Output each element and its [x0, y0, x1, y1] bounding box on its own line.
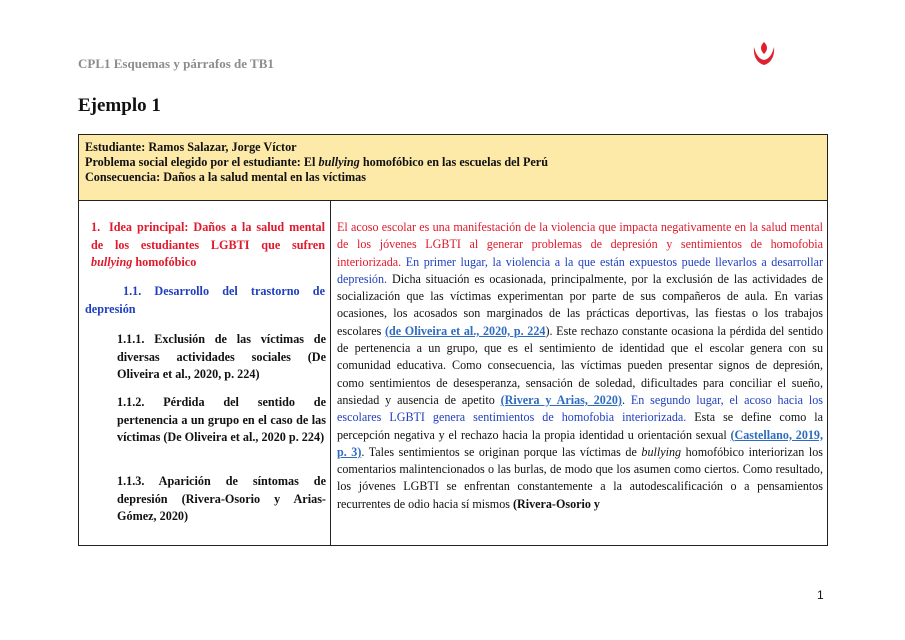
page-number: 1 — [817, 588, 824, 602]
topic-sentence: El acoso escolar es una manifestación de la violencia que impacta negativamente en la salud mental de los jóvenes LGBTI al generar problemas de depresión y sentimientos de homofobia interiorizada. — [337, 220, 823, 269]
first-idea: En primer lugar, la violencia a la que están expuestos puede llevarlos a desarrollar depresión. — [337, 254, 823, 286]
problem-line: Problema social elegido por el estudiante: El bullying homofóbico en las escuelas del Perú — [85, 155, 548, 169]
document-header: CPL1 Esquemas y párrafos de TB1 — [78, 56, 274, 71]
citation-link[interactable]: (Castellano, 2019, p. 3) — [337, 427, 823, 459]
problem-italic: bullying — [318, 155, 360, 169]
consequence-line: Consecuencia: Daños a la salud mental en las víctimas — [85, 170, 366, 184]
outline-sub-2: 1.1.2. Pérdida del sentido de pertenencia a un grupo en el caso de las víctimas (De Oliveira et al., 2020 p. 224) — [117, 395, 326, 444]
citation-bold: (Rivera-Osorio y — [512, 496, 600, 511]
info-header — [79, 135, 827, 201]
citation-link[interactable]: (de Oliveira et al., 2020, p. 224 — [385, 323, 546, 338]
example-table — [78, 134, 828, 546]
main-idea: 1. Idea principal: Daños a la salud mental de los estudiantes LGBTI que sufren bullying homofóbico — [91, 220, 325, 269]
page-title: Ejemplo 1 — [78, 95, 161, 116]
paragraph-column: El acoso escolar es una manifestación de la violencia que impacta negativamente en la salud mental de los jóvenes LGBTI al generar problemas de depresión y sentimientos de homofobia interiorizada. En primer lugar, la violencia a la que están expuestos puede llevarlos a desarrollar depresión. Dicha situación es ocasionada, principalmente, por la exclusión de las actividades de socialización que las víctimas experimentan por parte de sus compañeros de aula. En varias ocasiones, los acosados son marginados de las prácticas deportivas, las fiestas o los trabajos escolares (de Oliveira et al., 2020, p. 224). Este rechazo constante ocasiona la pérdida del sentido de pertenencia a un grupo, que es el sentimiento de identidad que el escolar genera con su comunidad educativa. Como consecuencia, las víctimas pueden presentar signos de depresión, como sentimientos de desesperanza, sensación de soledad, dificultades para conciliar el sueño, ansiedad y ausencia de apetito (Rivera y Arias, 2020). En segundo lugar, el acoso hacia los escolares LGBTI genera sentimientos de homofobia interiorizada. Esta se define como la percepción negativa y el rechazo hacia la propia identidad u orientación sexual (Castellano, 2019, p. 3). Tales sentimientos se originan porque las víctimas de bullying homofóbico interiorizan los comentarios malintencionados o las burlas, de modo que los asumen como ciertos. Como resultado, los jóvenes LGBTI se enfrentan constantemente a la autodescalificación o a pensamientos recurrentes de odio hacia sí mismos (Rivera-Osorio y — [337, 220, 824, 511]
outline-sub-1: 1.1.1. Exclusión de las víctimas de diversas actividades sociales (De Oliveira et al., 2020, p. 224) — [117, 332, 326, 381]
student-line: Estudiante: Ramos Salazar, Jorge Víctor — [85, 140, 297, 154]
citation-link[interactable]: (Rivera y Arias, 2020) — [500, 392, 622, 407]
development-heading: 1.1. Desarrollo del trastorno de depresión — [85, 284, 325, 316]
second-idea: En segundo lugar, el acoso hacia los escolares LGBTI genera sentimientos de homofobia interiorizada. — [337, 392, 823, 425]
university-logo-icon — [751, 41, 777, 67]
outline-column — [79, 201, 331, 545]
outline-sub-3: 1.1.3. Aparición de síntomas de depresión (Rivera-Osorio y Arias-Gómez, 2020) — [117, 474, 326, 523]
